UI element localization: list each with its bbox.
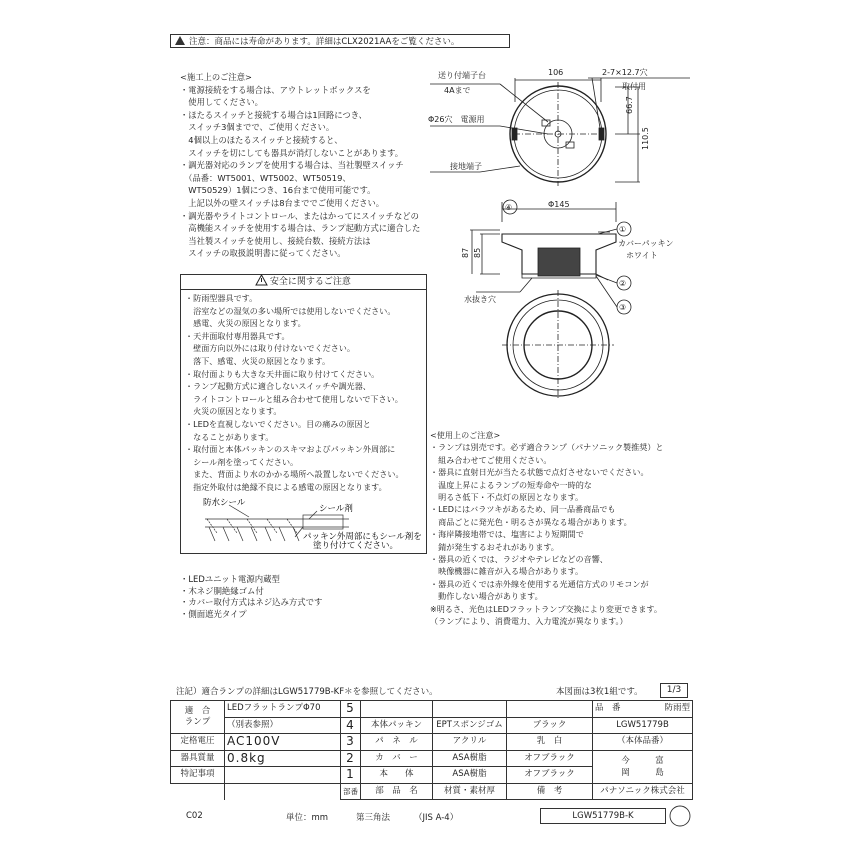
- install-note-line: ・調光器対応のランプを使用する場合は、当社製壁スイッチ: [180, 160, 404, 171]
- footer-standard: （JIS A-4）: [414, 813, 459, 823]
- safety-note-line: 浴室などの湿気の多い場所では使用しないでください。: [185, 305, 396, 316]
- approver-names: 今 富 岡 島: [593, 750, 693, 783]
- product-code-note: （本体品番）: [593, 734, 693, 751]
- part-no-4: 4: [341, 717, 361, 734]
- dim-1105: 110.5: [641, 127, 650, 150]
- terminal-label: 送り付端子台: [438, 71, 486, 80]
- stamp-circle: [668, 804, 692, 828]
- safety-note-line: なることがあります。: [185, 431, 274, 442]
- power-hole: Φ26穴 電源用: [428, 115, 485, 124]
- safety-note-line: シール剤を塗ってください。: [185, 456, 299, 467]
- safety-box: [180, 274, 427, 554]
- part-name-1: 本 体: [361, 767, 433, 784]
- feature-line: ・カバー取付方式はネジ込み方式です: [180, 597, 323, 608]
- safety-note-line: 火災の原因となります。: [185, 406, 282, 417]
- part-note-1: オフブラック: [507, 767, 593, 784]
- sealant-figure: [199, 497, 422, 551]
- header-note: 備 考: [507, 783, 593, 800]
- safety-note-line: 落下、感電、火災の原因となります。: [185, 355, 331, 366]
- safety-note-line: ライトコントロールと組み合わせて使用しないで下さい。: [185, 393, 403, 404]
- usage-note-line: 錆が発生するおそれがあります。: [430, 541, 559, 552]
- install-note-line: 高機能スイッチを使用する場合は、ランプ起動方式に適合した: [180, 223, 421, 234]
- ground-label: 接地端子: [450, 162, 482, 171]
- part-note-3: 乳 白: [507, 734, 593, 751]
- packing-label: カバーパッキン: [618, 239, 674, 248]
- safety-note-line: ・天井面取付専用器具です。: [185, 330, 290, 341]
- sheet-info: 本図面は3枚1組です。: [556, 687, 643, 697]
- usage-note-line: （ランプにより、消費電力、入力電流が異なります。）: [430, 616, 628, 627]
- part-material-4: EPTスポンジゴム: [433, 717, 507, 734]
- feature-line: ・LEDユニット電源内蔵型: [180, 574, 280, 584]
- callout-4: ④: [505, 203, 513, 212]
- header-material: 材質・素材厚: [433, 783, 507, 800]
- header-no: 部番: [341, 783, 361, 800]
- spec-table: [170, 700, 693, 800]
- safety-note-line: 感電、火災の原因となります。: [185, 318, 306, 329]
- safety-note-line: ・LEDを直視しないでください。目の痛みの原因と: [185, 418, 371, 429]
- dim-85: 85: [473, 247, 482, 258]
- usage-note-line: 動作しない場合があります。: [430, 591, 543, 602]
- part-material-2: ASA樹脂: [433, 750, 507, 767]
- label-notes: 特記事項: [171, 767, 225, 784]
- usage-notes: [430, 429, 664, 628]
- feature-line: ・側面遮光タイプ: [180, 609, 247, 620]
- dim-667: 66.7: [625, 96, 634, 114]
- feature-line: ・木ネジ胴絶縁ゴム付: [180, 585, 264, 596]
- install-notes: [180, 71, 420, 260]
- usage-note-line: ・器具の近くでは、ラジオやテレビなどの音響、: [430, 554, 608, 565]
- part-material-3: アクリル: [433, 734, 507, 751]
- warning-icon: [175, 36, 185, 45]
- dim-87: 87: [461, 247, 470, 258]
- fig-label-packing: パッキン外周部にもシール剤を: [303, 532, 422, 542]
- usage-note-line: ・LEDにはバラツキがあるため、同一品番商品でも: [430, 504, 616, 515]
- usage-note-line: ※明るさ、光色はLEDフラットランプ交換により変更できます。: [430, 603, 662, 614]
- part-no-2: 2: [341, 750, 361, 767]
- usage-note-line: 温度上昇によるランプの短寿命や一時的な: [430, 479, 592, 490]
- product-header: 品 番 防雨型: [593, 701, 693, 718]
- feature-list: [180, 574, 322, 621]
- safety-note-line: ・ランプ起動方式に適合しないスイッチや調光器、: [185, 381, 371, 392]
- fig-label-seal: 防水シール: [203, 498, 246, 508]
- part-name-3: パ ネ ル: [361, 734, 433, 751]
- part-no-5: 5: [341, 701, 361, 718]
- usage-title: <使用上のご注意>: [430, 430, 501, 440]
- install-note-line: ・ほたるスイッチと接続する場合は1回路につき、: [180, 109, 367, 120]
- voltage-value: AC100V: [225, 734, 341, 751]
- safety-note-line: 壁面方向以外には取り付けないでください。: [185, 343, 355, 354]
- usage-note-line: 組み合わせてご使用ください。: [430, 454, 552, 465]
- usage-note-line: 映像機器に雑音が入る場合があります。: [430, 566, 584, 577]
- usage-note-line: ・ランプは別売です。必ず適合ランプ（パナソニック製推奨）と: [430, 442, 664, 453]
- packing-color: ホワイト: [626, 251, 658, 260]
- warning-icon: [256, 275, 267, 285]
- part-no-3: 3: [341, 734, 361, 751]
- install-note-line: ・調光器やライトコントロール、またはかってにスイッチなどの: [180, 210, 419, 221]
- install-note-line: 4個以上のほたるスイッチと接続すると、: [180, 134, 343, 145]
- safety-note-line: また、背面より水のかかる場所へ設置しないでください。: [185, 469, 404, 480]
- install-note-line: 上記以外の壁スイッチは8台まででご使用ください。: [180, 197, 385, 208]
- product-code: LGW51779B: [593, 717, 693, 734]
- safety-title: 安全に関するご注意: [181, 275, 426, 290]
- part-note-2: オフブラック: [507, 750, 593, 767]
- safety-note-line: ・防雨型器具です。: [185, 293, 258, 303]
- install-note-line: スイッチを切にしても器具が消灯しないことがあります。: [180, 147, 404, 158]
- footer-drawing-no: LGW51779B-K: [540, 808, 666, 824]
- dim-106: 106: [548, 68, 564, 77]
- header-name: 部 品 名: [361, 783, 433, 800]
- footer-code: C02: [186, 811, 203, 821]
- install-note-line: 使用してください。: [180, 97, 263, 108]
- drain-label: 水抜き穴: [464, 295, 496, 304]
- install-note-line: スイッチの取扱説明書に従ってください。: [180, 248, 346, 259]
- install-note-line: （品番：WT5001、WT5002、WT50519、: [180, 172, 351, 183]
- sheet-number: 1/3: [660, 683, 688, 698]
- callout-1: ①: [619, 225, 627, 234]
- label-weight: 器具質量: [171, 750, 225, 767]
- dim-145: Φ145: [548, 200, 570, 209]
- usage-note-line: ・海岸隣接地帯では、塩害により短期間で: [430, 529, 584, 540]
- callout-3: ③: [619, 303, 627, 312]
- safety-note-line: ・取付面よりも大きな天井面に取り付けてください。: [185, 368, 380, 379]
- weight-value: 0.8kg: [225, 750, 341, 767]
- callout-2: ②: [619, 279, 627, 288]
- label-lamp: 適 合 ランプ: [171, 701, 225, 734]
- usage-note-line: 商品ごとに発光色・明るさが異なる場合があります。: [430, 516, 632, 527]
- footer-unit: 単位：mm: [286, 813, 329, 823]
- technical-drawing: [420, 62, 690, 412]
- install-notes-title: <施工上のご注意>: [180, 72, 252, 82]
- company-name: パナソニック株式会社: [593, 783, 693, 800]
- lamp-value: LEDフラットランプΦ70: [225, 701, 341, 718]
- part-name-2: カ バ ー: [361, 750, 433, 767]
- notes-value: [225, 767, 341, 784]
- install-note-line: 当社製スイッチを使用し、接続台数、接続方法は: [180, 235, 371, 246]
- part-name-4: 本体パッキン: [361, 717, 433, 734]
- caution-notice: 注意：商品には寿命があります。詳細はCLX2021AAをご覧ください。: [170, 34, 510, 48]
- safety-note-line: 指定外取付は絶縁不良による感電の原因となります。: [185, 481, 387, 492]
- fig-label-apply: 塗り付けてください。: [313, 541, 399, 551]
- install-note-line: スイッチ3個までで、ご使用ください。: [180, 122, 335, 133]
- part-note-4: ブラック: [507, 717, 593, 734]
- usage-note-line: 明るさ低下・不点灯の原因となります。: [430, 492, 584, 503]
- fig-label-sealant: シール剤: [319, 504, 353, 514]
- part-no-1: 1: [341, 767, 361, 784]
- safety-note-line: ・取付面と本体パッキンのスキマおよびパッキン外周部に: [185, 444, 396, 455]
- usage-note-line: ・器具の近くでは赤外線を使用する光通信方式のリモコンが: [430, 578, 649, 589]
- note-line: 注記）適合ランプの詳細はLGW51779B-KF＊を参照してください。: [176, 687, 438, 697]
- part-material-1: ASA樹脂: [433, 767, 507, 784]
- install-note-line: ・電源接続をする場合は、アウトレットボックスを: [180, 84, 371, 95]
- mount-label: 取付用: [622, 82, 646, 91]
- label-voltage: 定格電圧: [171, 734, 225, 751]
- safety-text: [181, 290, 426, 494]
- usage-note-line: ・器具に直射日光が当たる状態で点灯させないでください。: [430, 467, 649, 478]
- terminal-cap: 4Aまで: [444, 86, 471, 95]
- dim-holes: 2-7×12.7穴: [602, 68, 648, 77]
- footer-projection: 第三角法: [356, 813, 391, 823]
- install-note-line: WT50529）1個につき、16台まで使用可能です。: [180, 185, 376, 196]
- lamp-note: （別表参照）: [225, 717, 341, 734]
